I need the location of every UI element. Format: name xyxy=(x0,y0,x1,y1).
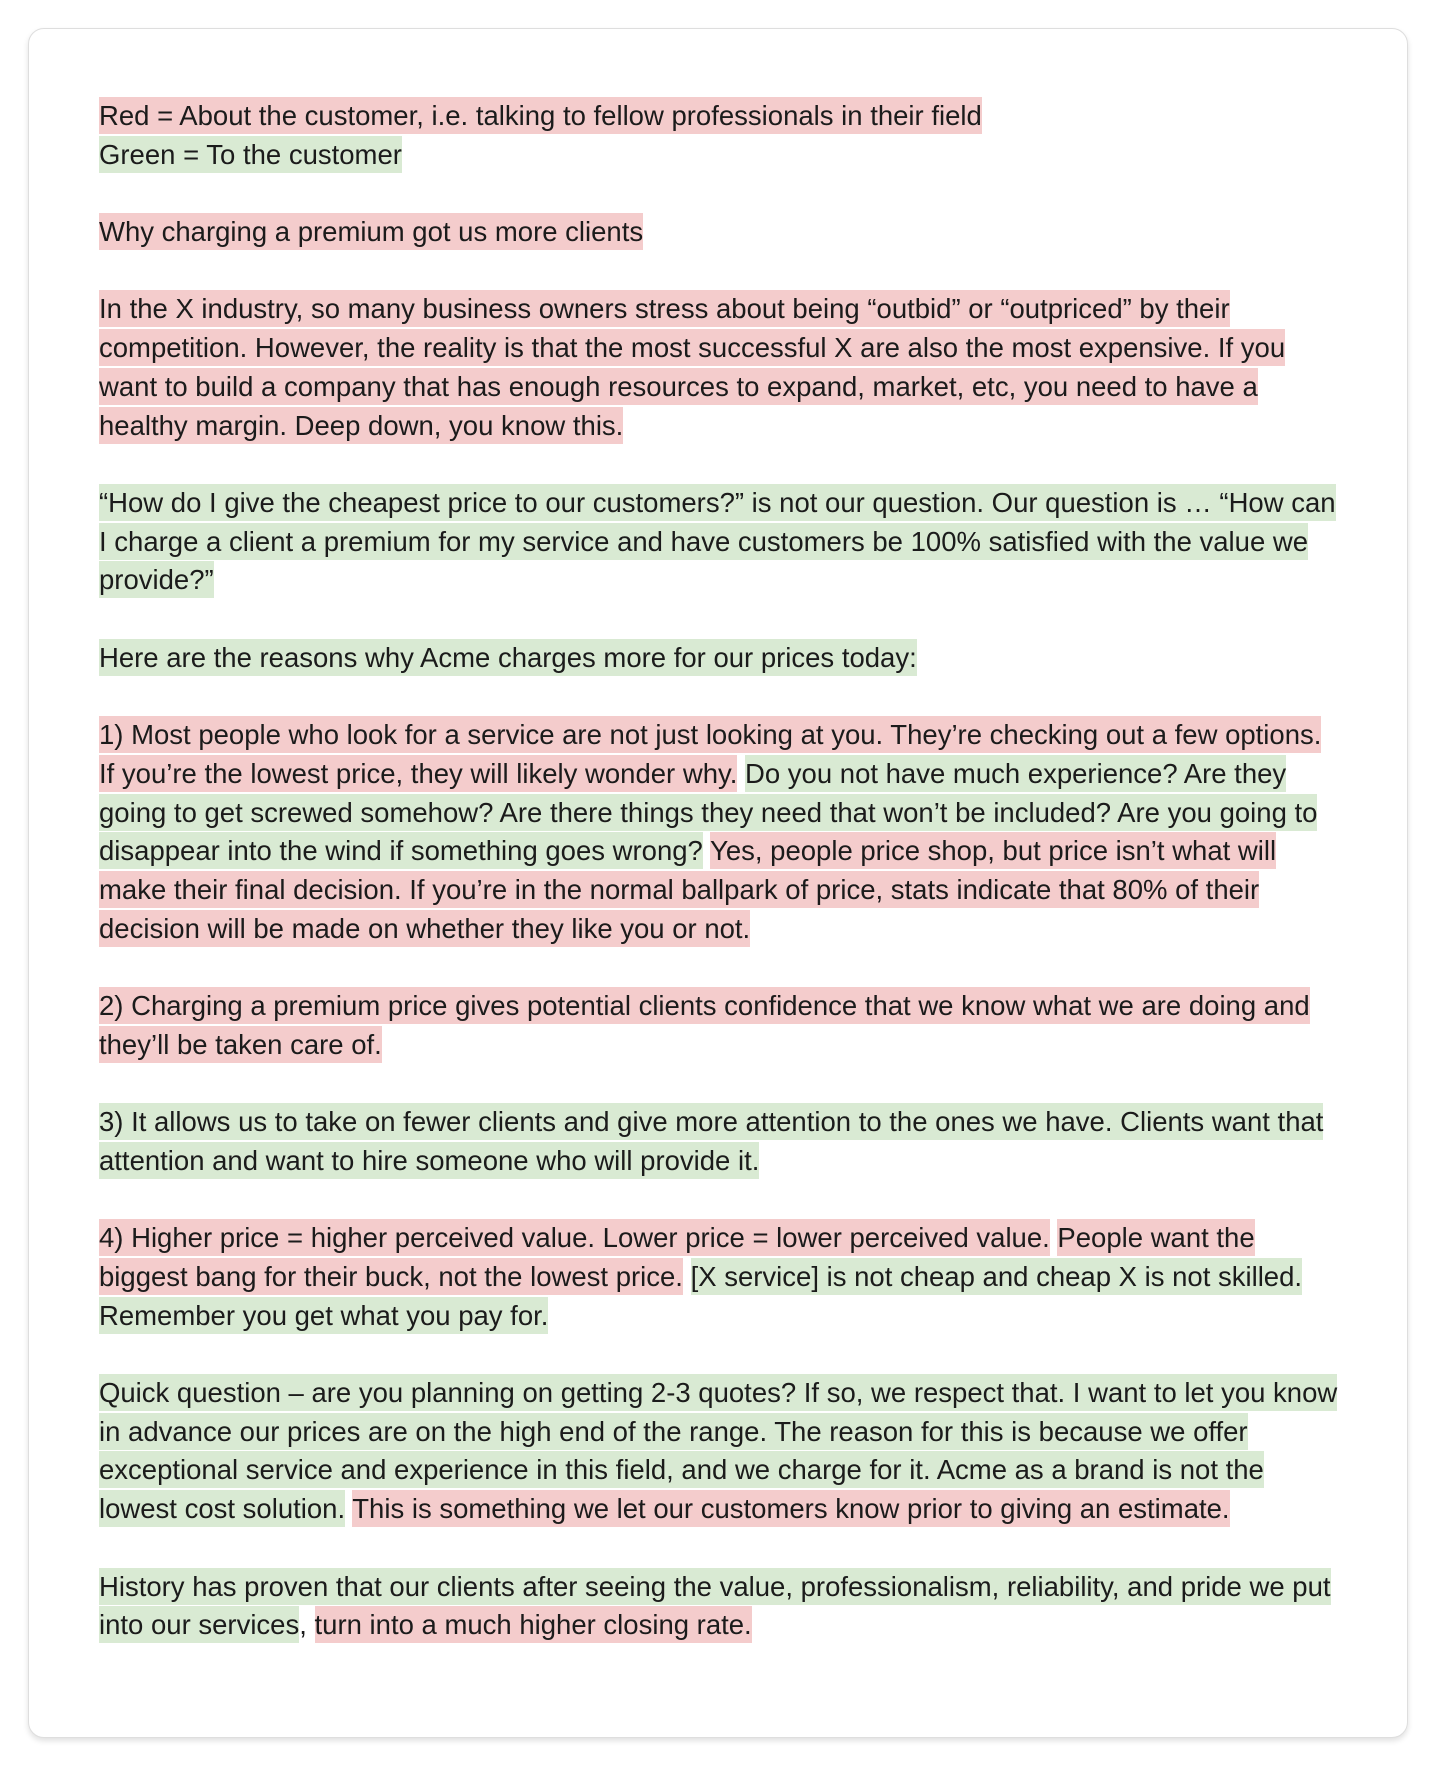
legend xyxy=(99,97,1339,174)
green-highlight-segment: History has proven that our clients after seeing the value, professionalism, reliability, and pride we put into our services xyxy=(99,1568,1331,1644)
plain-text-segment xyxy=(703,835,710,866)
red-highlight-segment: 1) Most people who look for a service are not just looking at you. They’re checking out a few options. If you’re the lowest price, they will likely wonder why. xyxy=(99,716,1321,792)
green-highlight-segment: [X service] is not cheap and cheap X is not skilled. Remember you get what you pay for. xyxy=(99,1258,1302,1334)
document-body xyxy=(99,97,1339,1645)
red-highlight-segment: turn into a much higher closing rate. xyxy=(315,1606,752,1643)
plain-text-segment xyxy=(683,1261,691,1292)
paragraph-list xyxy=(99,290,1339,1644)
paragraph xyxy=(99,639,1339,678)
legend-green: Green = To the customer xyxy=(99,136,402,173)
document-title-paragraph xyxy=(99,213,1339,252)
red-highlight-segment: 4) Higher price = higher perceived value. Lower price = lower perceived value. xyxy=(99,1219,1050,1256)
green-highlight-segment: 3) It allows us to take on fewer clients and give more attention to the ones we have. Clients want that attention and want to hire someone who will provide it. xyxy=(99,1103,1323,1179)
paragraph xyxy=(99,484,1339,600)
red-highlight-segment: This is something we let our customers know prior to giving an estimate. xyxy=(352,1490,1229,1527)
paragraph xyxy=(99,1374,1339,1529)
paragraph xyxy=(99,987,1339,1064)
plain-text-segment xyxy=(737,758,745,789)
red-highlight-segment: In the X industry, so many business owners stress about being “outbid” or “outpriced” by their competition. However, the reality is that the most successful X are also the most expensive. If you want to build a company that has enough resources to expand, market, etc, you need to have a healthy margin. Deep down, you know this. xyxy=(99,290,1285,443)
paragraph xyxy=(99,716,1339,948)
green-highlight-segment: Quick question – are you planning on getting 2-3 quotes? If so, we respect that. I want to let you know in advance our prices are on the high end of the range. The reason for this is because we offer exceptional service and experience in this field, and we charge for it. Acme as a brand is not the lowest cost solution. xyxy=(99,1374,1337,1527)
paragraph xyxy=(99,1103,1339,1180)
plain-text-segment: , xyxy=(299,1609,315,1641)
green-highlight-segment: Here are the reasons why Acme charges more for our prices today: xyxy=(99,639,917,676)
paragraph xyxy=(99,1219,1339,1335)
document-card xyxy=(28,28,1408,1738)
green-highlight-segment: “How do I give the cheapest price to our customers?” is not our question. Our question is … “How can I charge a client a premium for my service and have customers be 100% satisfied with the value we provide?” xyxy=(99,484,1336,598)
red-highlight-segment: People want the biggest bang for their buck, not the lowest price. xyxy=(99,1219,1255,1295)
paragraph xyxy=(99,1568,1339,1645)
document-title: Why charging a premium got us more clients xyxy=(99,213,643,250)
green-highlight-segment: Do you not have much experience? Are they going to get screwed somehow? Are there things they need that won’t be included? Are you going to disappear into the wind if something goes wrong? xyxy=(99,755,1317,869)
legend-red: Red = About the customer, i.e. talking to fellow professionals in their field xyxy=(99,97,982,134)
red-highlight-segment: 2) Charging a premium price gives potential clients confidence that we know what we are doing and they’ll be taken care of. xyxy=(99,987,1310,1063)
paragraph xyxy=(99,290,1339,445)
red-highlight-segment: Yes, people price shop, but price isn’t what will make their final decision. If you’re in the normal ballpark of price, stats indicate that 80% of their decision will be made on whether they like you or not. xyxy=(99,832,1276,946)
